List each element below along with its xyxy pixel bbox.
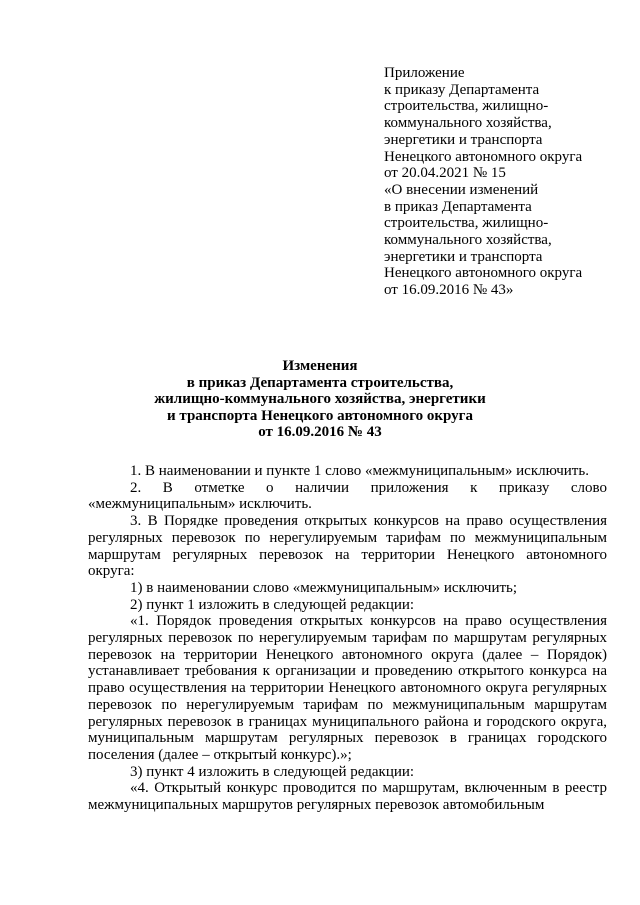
appendix-line: Ненецкого автономного округа [384,265,583,282]
document-title [0,358,640,441]
title-line: в приказ Департамента строительства, [186,374,454,391]
paragraph: 3) пункт 4 изложить в следующей редакции: [130,763,415,780]
appendix-line: коммунального хозяйства, [384,232,552,249]
appendix-line: строительства, жилищно- [384,98,549,115]
paragraph: 2. В отметке о наличии приложения к приказу слово «межмуниципальным» исключить. [88,479,607,513]
document-body [88,463,607,814]
appendix-line: энергетики и транспорта [384,248,543,265]
paragraph: «1. Порядок проведения открытых конкурсов на право осуществления регулярных перевозок по нерегулируемым тарифам по маршрутам регулярных перевозок на территории Ненецкого автономного округа (далее – Порядок) устанавливает требования к организации и проведению открытого конкурса на право осуществления на территории Ненецкого автономного округа регулярных перевозок по нерегулируемым тарифам по межмуниципальным маршрутам регулярных перевозок в границах муниципального района и городского округа, муниципальным маршрутам регулярных перевозок в границах городского поселения (далее – открытый конкурс).»; [88,613,607,763]
title-line: жилищно-коммунального хозяйства, энергетики [154,391,486,408]
title-line: Изменения [282,358,358,374]
paragraph: «4. Открытый конкурс проводится по маршрутам, включенным в реестр межмуниципальных маршрутов регулярных перевозок автомобильным [88,780,607,814]
appendix-line: энергетики и транспорта [384,131,543,148]
appendix-line: строительства, жилищно- [384,215,549,232]
paragraph: 3. В Порядке проведения открытых конкурсов на право осуществления регулярных перевозок по нерегулируемым тарифам по межмуниципальным маршрутам регулярных перевозок на территории Ненецкого автономного округа: [88,513,607,580]
title-line: от 16.09.2016 № 43 [258,424,382,441]
paragraph: 1. В наименовании и пункте 1 слово «межмуниципальным» исключить. [130,463,589,479]
paragraph: 1) в наименовании слово «межмуниципальным» исключить; [130,579,518,596]
paragraph: 2) пункт 1 изложить в следующей редакции: [130,596,415,613]
appendix-line: «О внесении изменений [384,181,539,198]
title-line: и транспорта Ненецкого автономного округа [167,407,473,424]
appendix-line: Приложение [384,65,465,81]
appendix-header [384,65,620,299]
appendix-line: к приказу Департамента [384,81,540,98]
appendix-line: от 16.09.2016 № 43» [384,282,514,299]
appendix-line: в приказ Департамента [384,198,532,215]
appendix-line: Ненецкого автономного округа [384,148,583,165]
appendix-line: от 20.04.2021 № 15 [384,165,506,182]
appendix-line: коммунального хозяйства, [384,115,552,132]
